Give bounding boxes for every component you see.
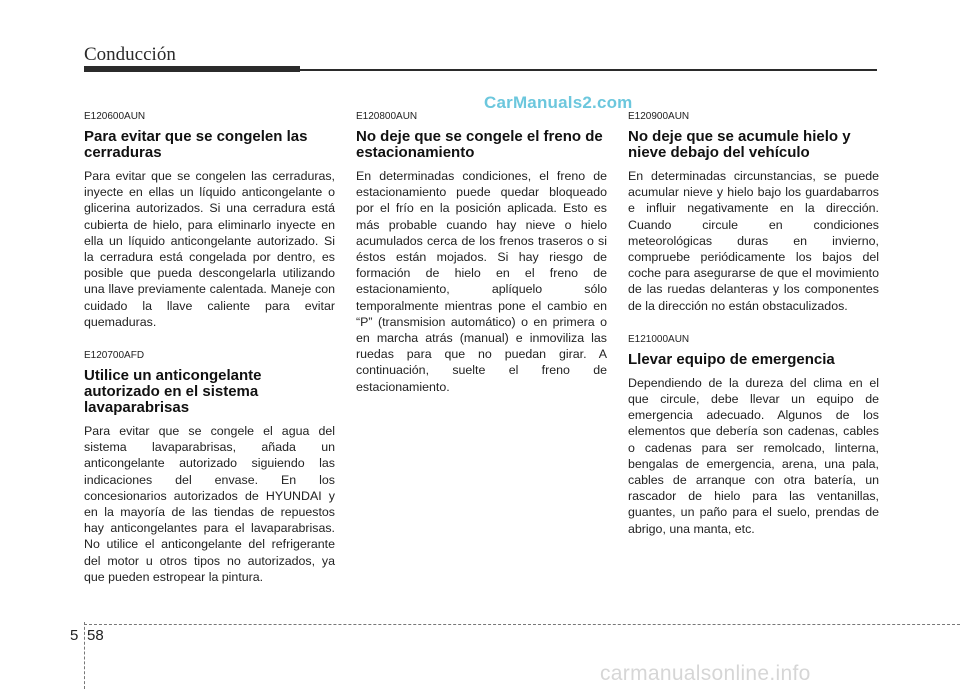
- section-code: E120800AUN: [356, 111, 418, 122]
- section-heading: Utilice un anticongelante autorizado en el sistema lavaparabrisas: [84, 367, 262, 417]
- column-left: [84, 111, 335, 605]
- page-title: Conducción: [84, 44, 176, 65]
- column-right: [628, 111, 879, 557]
- header-rule-thin: [300, 69, 877, 71]
- footer-divider: [84, 622, 85, 689]
- watermark-top: CarManuals2.com: [484, 93, 633, 112]
- header-rule-thick: [84, 66, 300, 72]
- page-number: 58: [87, 627, 104, 644]
- section-parking-brake: [356, 111, 607, 395]
- section-body: En determinadas circunstancias, se puede acumular nieve y hielo bajo los guardabarros e influir negativamente en la dirección. Cuando circule en condiciones meteorológicas duras en invierno, compruebe periódicamente los bajos del coche para asegurarse de que el movimiento de las ruedas delanteras y los componentes de la dirección no están obstaculizados.: [628, 169, 879, 313]
- section-body: Para evitar que se congelen las cerraduras, inyecte en ellas un líquido anticongelante o glicerina autorizados. Si una cerradura está cubierta de hielo, para eliminarlo inyecte en ella un líquido anticongelante autorizado. Si la cerradura está congelada por dentro, es posible que pueda descongelarla utilizando una llave previamente calentada. Maneje con cuidado la llave caliente para evitar quemaduras.: [84, 169, 335, 329]
- section-code: E121000AUN: [628, 333, 690, 345]
- watermark-bottom: carmanualsonline.info: [600, 662, 811, 685]
- section-code: E120600AUN: [84, 111, 146, 122]
- section-body: En determinadas condiciones, el freno de estacionamiento puede quedar bloqueado por el frío en la posición aplicada. Esto es más probable cuando hay nieve o hielo acumulados cerca de los frenos traseros o si éstos están mojados. Si hay riesgo de formación de hielo en el freno de estacionamiento, aplíquelo sólo temporalmente mientras pone el cambio en “P” (transmision automático) o en primera o en marcha atrás (manual) e inmoviliza las ruedas para que no puedan girar. A continuación, suelte el freno de estacionamiento.: [356, 169, 607, 394]
- section-heading: Para evitar que se congelen las cerraduras: [84, 128, 308, 161]
- section-washer-antifreeze: [84, 350, 335, 585]
- section-body: Dependiendo de la dureza del clima en el que circule, debe llevar un equipo de emergencia adecuado. Algunos de los elementos que debería son cadenas, cables o cadenas para ser remolcado, linterna, bengalas de emergencia, arena, una pala, cables de arranque con otra batería, un rascador de hielo para las ventanillas, guantes, un paño para el suelo, prendas de abrigo, una manta, etc.: [628, 375, 879, 536]
- section-body: Para evitar que se congele el agua del sistema lavaparabrisas, añada un anticongelante autorizado siguiendo las indicaciones del envase. En los concesionarios autorizados de HYUNDAI y en la mayoría de las tiendas de repuestos hay anticongelantes para el lavaparabrisas. No utilice el anticongelante del refrigerante del motor u otros tipos no autorizados, ya que pueden estropear la pintura.: [84, 424, 335, 584]
- section-heading: No deje que se acumule hielo y nieve debajo del vehículo: [628, 128, 851, 161]
- section-locks: [84, 111, 335, 330]
- section-emergency-kit: [628, 334, 879, 537]
- section-ice-under-vehicle: [628, 111, 879, 314]
- section-heading: No deje que se congele el freno de estacionamiento: [356, 128, 603, 161]
- section-code: E120900AUN: [628, 111, 690, 122]
- column-middle: [356, 111, 607, 415]
- footer-rule: [84, 624, 960, 625]
- section-code: E120700AFD: [84, 350, 145, 362]
- section-heading: Llevar equipo de emergencia: [628, 350, 835, 368]
- chapter-number: 5: [70, 627, 79, 644]
